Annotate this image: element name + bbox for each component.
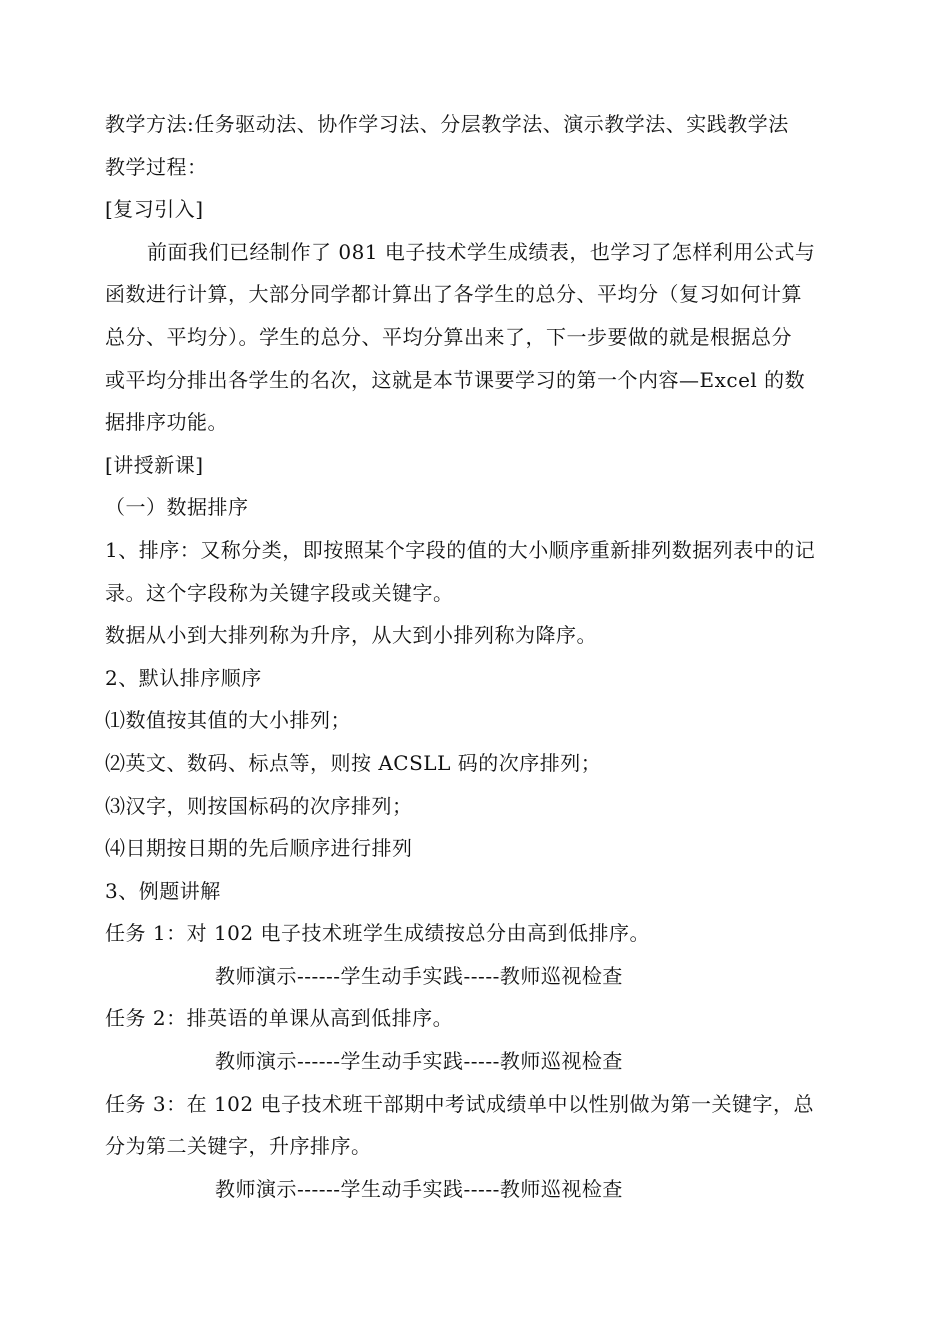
paragraph-line: 或平均分排出各学生的名次，这就是本节课要学习的第一个内容—Excel 的数 bbox=[105, 367, 806, 392]
activity-2: 教师演示------学生动手实践-----教师巡视检查 bbox=[215, 1049, 623, 1074]
teaching-process-label: 教学过程： bbox=[105, 154, 208, 179]
paragraph-line: 前面我们已经制作了 081 电子技术学生成绩表，也学习了怎样利用公式与 bbox=[147, 239, 816, 264]
list-item: ⑷日期按日期的先后顺序进行排列 bbox=[105, 836, 413, 861]
list-item: ⑵英文、数码、标点等，则按 ACSLL 码的次序排列； bbox=[105, 750, 602, 775]
paragraph-line: 函数进行计算，大部分同学都计算出了各学生的总分、平均分（复习如何计算 bbox=[105, 282, 802, 307]
list-item: ⑶汉字，则按国标码的次序排列； bbox=[105, 793, 413, 818]
example-title: 3、例题讲解 bbox=[105, 878, 221, 903]
definition-line: 录。这个字段称为关键字段或关键字。 bbox=[105, 580, 454, 605]
review-paragraph bbox=[105, 231, 850, 444]
review-heading: [复习引入] bbox=[105, 197, 204, 222]
task-3-line: 任务 3：在 102 电子技术班干部期中考试成绩单中以性别做为第一关键字，总 bbox=[105, 1091, 814, 1116]
teaching-methods: 教学方法:任务驱动法、协作学习法、分层教学法、演示教学法、实践教学法 bbox=[105, 112, 789, 136]
list-item: ⑴数值按其值的大小排列； bbox=[105, 708, 351, 733]
task-2: 任务 2：排英语的单课从高到低排序。 bbox=[105, 1006, 454, 1031]
task-1: 任务 1：对 102 电子技术班学生成绩按总分由高到低排序。 bbox=[105, 921, 650, 946]
task-3-line: 分为第二关键字，升序排序。 bbox=[105, 1134, 372, 1159]
definition-line: 1、排序：又称分类，即按照某个字段的值的大小顺序重新排列数据列表中的记 bbox=[105, 537, 816, 562]
task-3 bbox=[105, 1083, 850, 1168]
default-order-title: 2、默认排序顺序 bbox=[105, 665, 262, 690]
new-lesson-heading: [讲授新课] bbox=[105, 452, 204, 477]
default-order-list bbox=[105, 699, 850, 869]
section-title: （一）数据排序 bbox=[105, 495, 249, 520]
sort-definition bbox=[105, 529, 850, 614]
activity-1: 教师演示------学生动手实践-----教师巡视检查 bbox=[215, 963, 623, 988]
asc-desc-note: 数据从小到大排列称为升序，从大到小排列称为降序。 bbox=[105, 623, 597, 648]
document-page bbox=[105, 103, 850, 1210]
paragraph-line: 据排序功能。 bbox=[105, 410, 228, 435]
activity-3: 教师演示------学生动手实践-----教师巡视检查 bbox=[215, 1176, 623, 1201]
paragraph-line: 总分、平均分）。学生的总分、平均分算出来了，下一步要做的就是根据总分 bbox=[105, 324, 792, 349]
